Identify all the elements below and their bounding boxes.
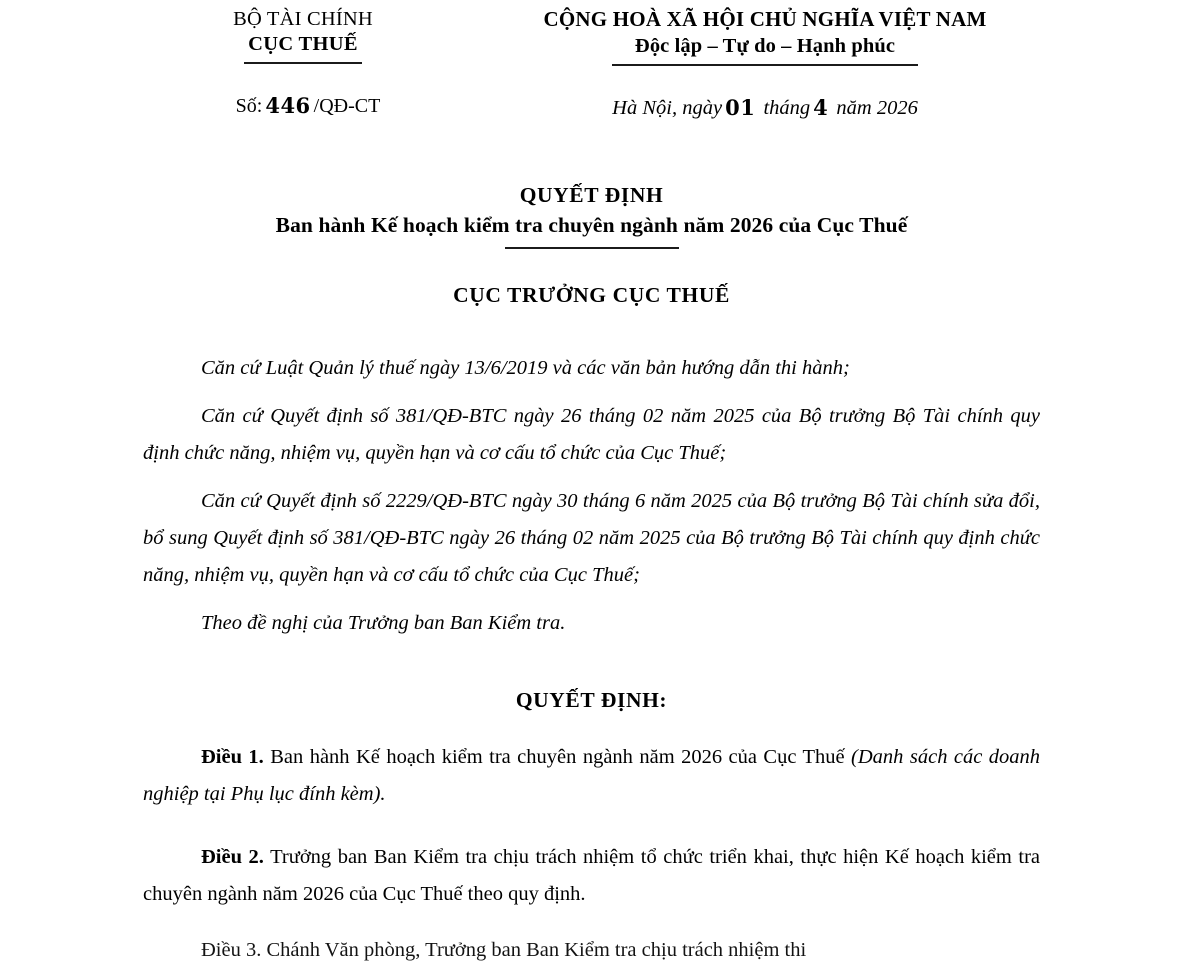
- document-number-line: [143, 92, 473, 118]
- article-1-note: (Danh sách các doanh nghiệp tại Phụ lục đính kèm).: [143, 746, 1041, 805]
- article-2-text: Trưởng ban Ban Kiểm tra chịu trách nhiệm tổ chức triển khai, thực hiện Kế hoạch kiểm tra chuyên ngành năm 2026 của Cục Thuế theo quy định.: [143, 846, 1041, 905]
- article-2-label: Điều 2.: [201, 846, 264, 868]
- recital-paragraph: Căn cứ Luật Quản lý thuế ngày 13/6/2019 và các văn bản hướng dẫn thi hành;: [201, 357, 850, 379]
- issuing-authority-block: [143, 6, 463, 64]
- authority-divider: [244, 62, 362, 64]
- place-and-date-line: [520, 94, 1010, 120]
- date-month-label: tháng: [763, 97, 811, 119]
- motto-divider: [612, 64, 918, 66]
- article-2: [143, 839, 1040, 913]
- document-body: [143, 350, 1040, 913]
- national-heading-block: [520, 6, 1010, 66]
- title-divider: [505, 247, 679, 249]
- document-number-suffix: /QĐ-CT: [313, 95, 381, 117]
- national-motto: Độc lập – Tự do – Hạnh phúc: [634, 35, 896, 57]
- recital-paragraph: Theo đề nghị của Trưởng ban Ban Kiểm tra.: [201, 612, 566, 634]
- decide-heading: QUYẾT ĐỊNH:: [515, 688, 668, 712]
- date-year-label: năm: [836, 97, 872, 119]
- date-year-value: 2026: [876, 97, 918, 119]
- issuing-officer-heading: CỤC TRƯỞNG CỤC THUẾ: [453, 283, 730, 307]
- document-number-label: Số:: [235, 95, 263, 117]
- article-1: [143, 739, 1040, 813]
- article-1-label: Điều 1.: [201, 746, 264, 768]
- place-prefix: Hà Nội, ngày: [612, 97, 723, 119]
- recital-paragraph: Căn cứ Quyết định số 381/QĐ-BTC ngày 26 tháng 02 năm 2025 của Bộ trưởng Bộ Tài chính quy định chức năng, nhiệm vụ, quyền hạn và cơ cấu tổ chức của Cục Thuế;: [143, 405, 1040, 464]
- article-1-text: Ban hành Kế hoạch kiểm tra chuyên ngành năm 2026 của Cục Thuế: [263, 746, 852, 768]
- clipped-next-line: Điều 3. Chánh Văn phòng, Trưởng ban Ban Kiểm tra chịu trách nhiệm thi: [201, 939, 807, 961]
- ministry-name: BỘ TÀI CHÍNH: [233, 8, 373, 30]
- recital-paragraph: Căn cứ Quyết định số 2229/QĐ-BTC ngày 30 tháng 6 năm 2025 của Bộ trưởng Bộ Tài chính sửa đổi, bổ sung Quyết định số 381/QĐ-BTC ngày 26 tháng 02 năm 2025 của Bộ trưởng Bộ Tài chính quy định chức năng, nhiệm vụ, quyền hạn và cơ cấu tổ chức của Cục Thuế;: [143, 490, 1040, 586]
- date-month-value: 4: [813, 95, 829, 120]
- date-day-value: 01: [725, 95, 756, 120]
- document-number-value: 446: [265, 93, 311, 118]
- department-name: CỤC THUẾ: [248, 33, 358, 55]
- document-type-heading: QUYẾT ĐỊNH: [519, 183, 664, 207]
- title-block: [0, 180, 1183, 249]
- document-subject-heading: Ban hành Kế hoạch kiểm tra chuyên ngành năm 2026 của Cục Thuế: [275, 213, 908, 237]
- country-name: CỘNG HOÀ XÃ HỘI CHỦ NGHĨA VIỆT NAM: [543, 7, 987, 31]
- letterhead: [0, 6, 1183, 136]
